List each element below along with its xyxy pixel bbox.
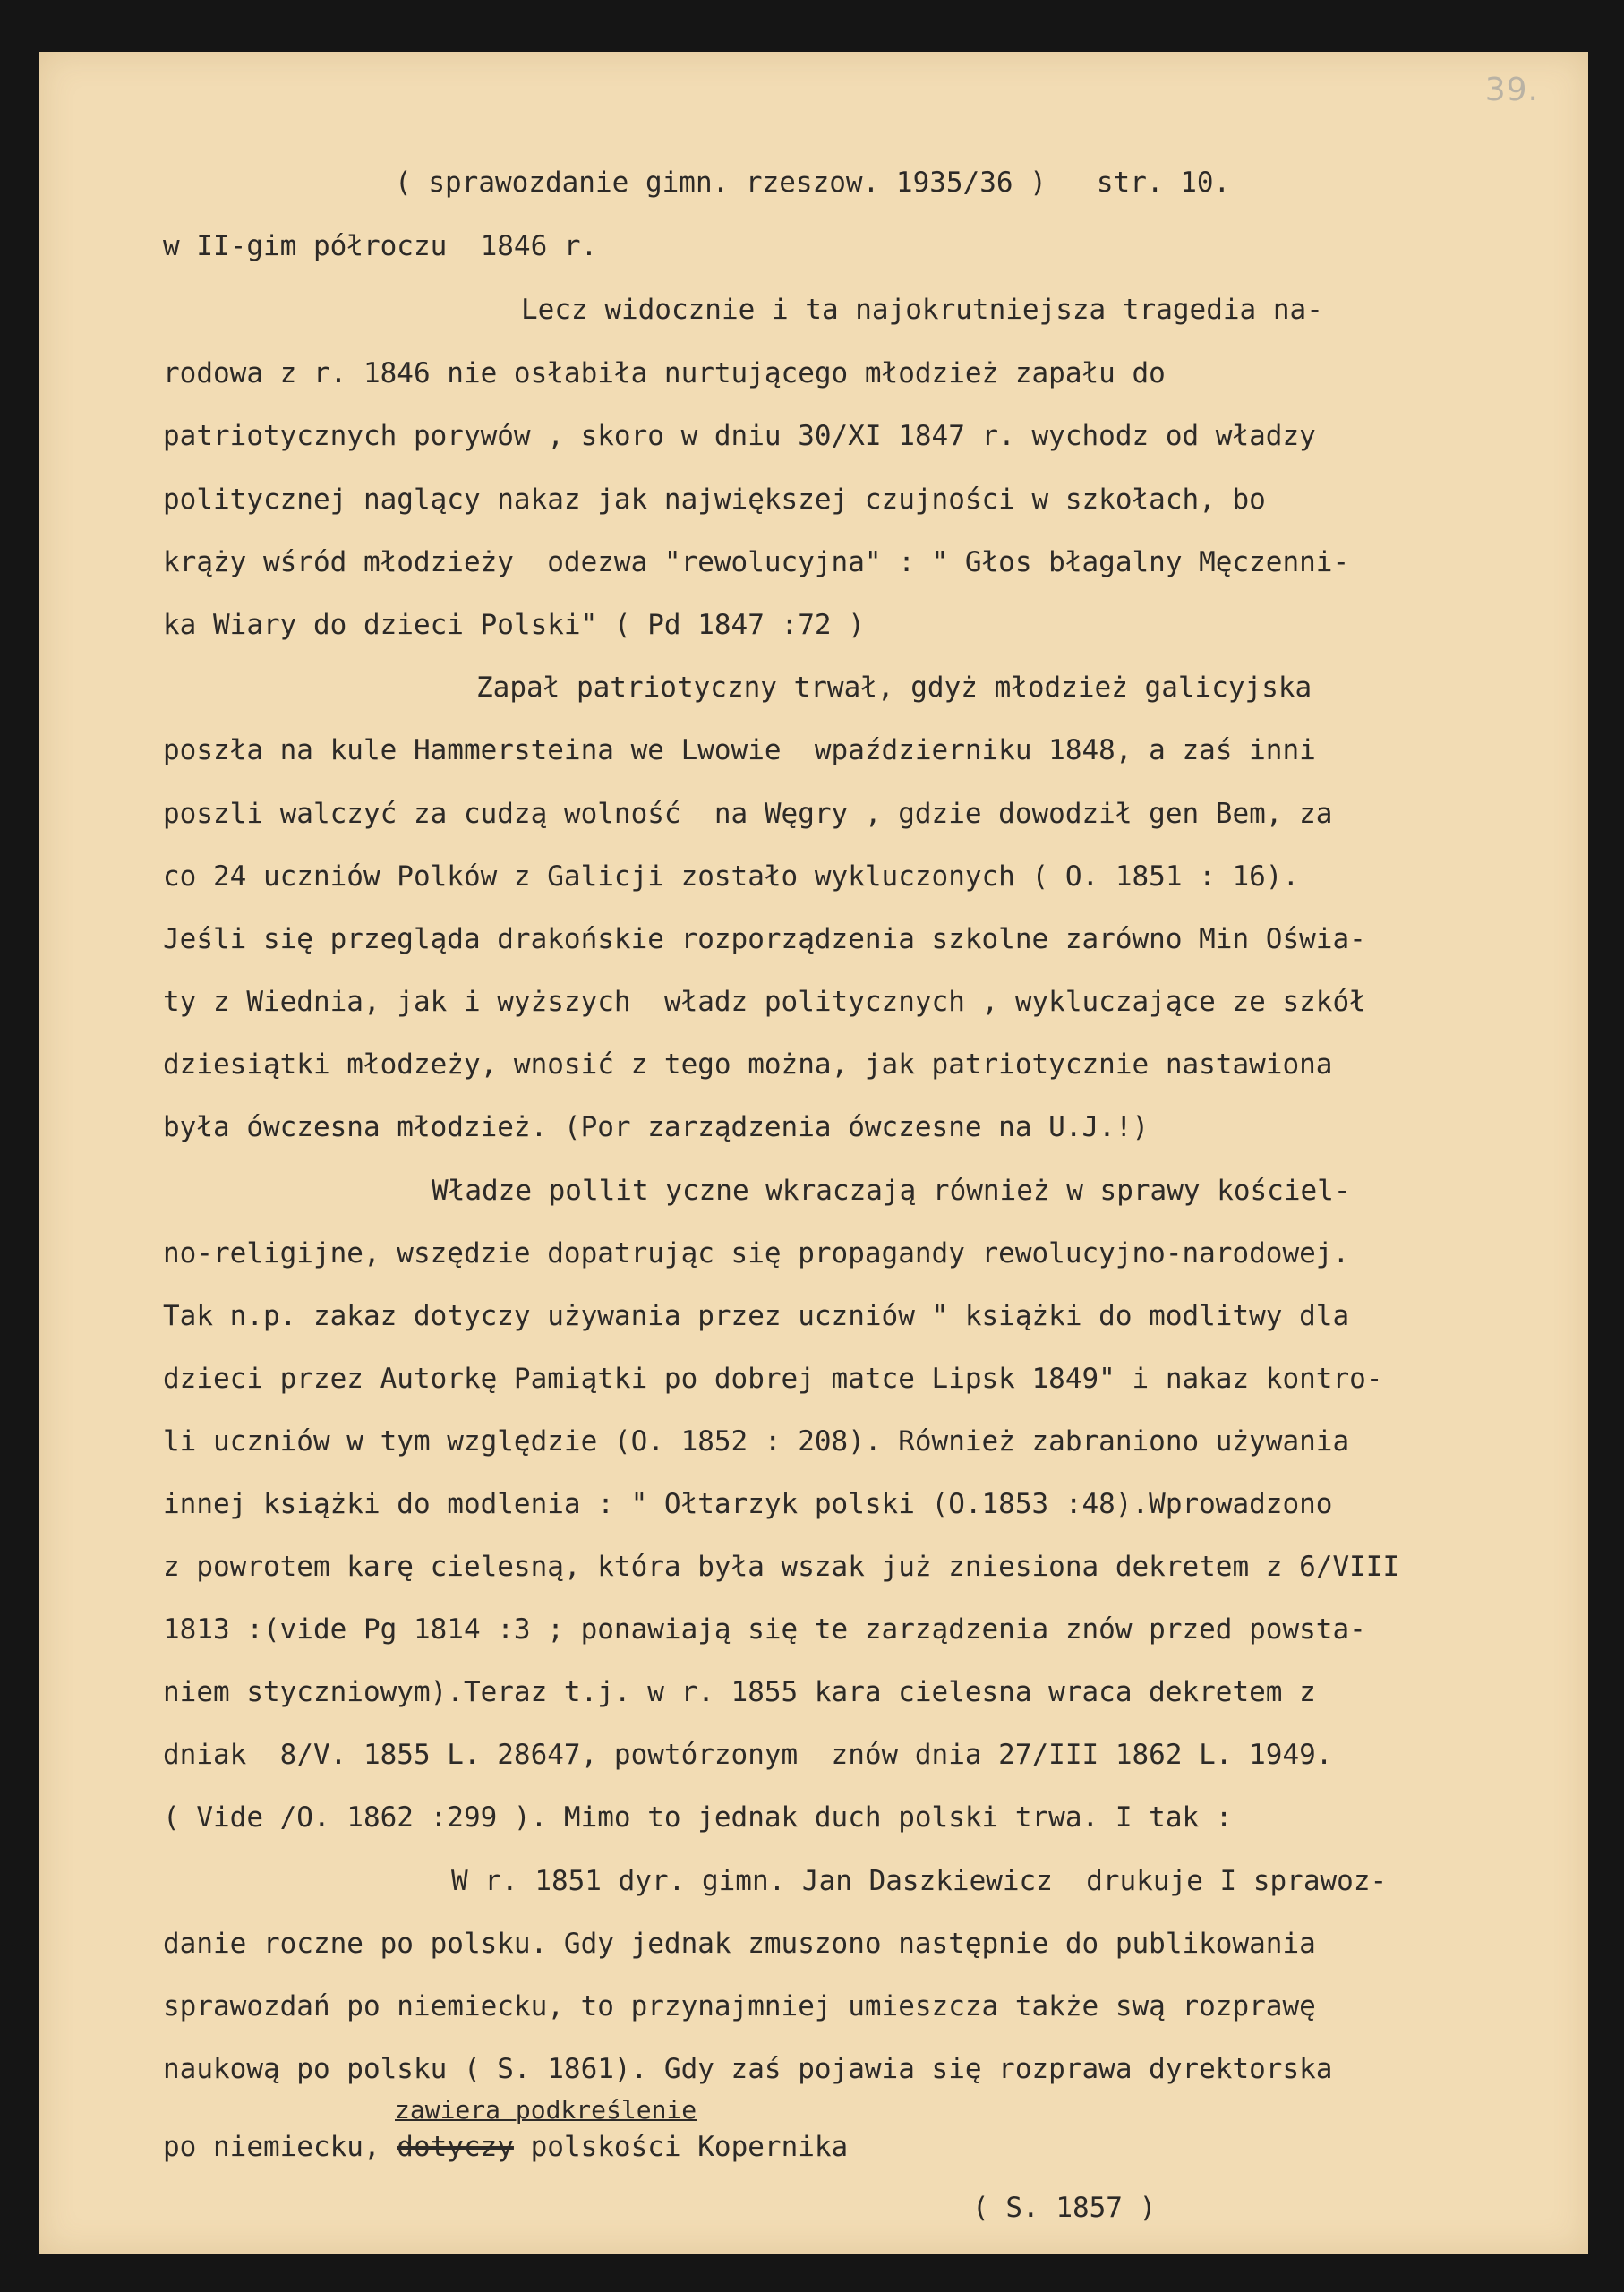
inserted-correction: zawiera podkreślenie [395, 2095, 697, 2125]
text-line: naukową po polsku ( S. 1861). Gdy zaś pojawia się rozprawa dyrektorska [163, 2053, 1333, 2085]
document-page [39, 52, 1588, 2254]
text-line: politycznej naglący nakaz jak największej czujności w szkołach, bo [163, 483, 1266, 516]
text-line: 1813 :(vide Pg 1814 :3 ; ponawiają się te zarządzenia znów przed powsta- [163, 1613, 1366, 1646]
text-line: Jeśli się przegląda drakońskie rozporządzenia szkolne zarówno Min Oświa- [163, 923, 1366, 955]
text-line: ( Vide /O. 1862 :299 ). Mimo to jednak duch polski trwa. I tak : [163, 1801, 1233, 1834]
text-line: ka Wiary do dzieci Polski" ( Pd 1847 :72 ) [163, 609, 865, 641]
text-line: Tak n.p. zakaz dotyczy używania przez uczniów " książki do modlitwy dla [163, 1300, 1350, 1332]
footnote-reference: ( S. 1857 ) [972, 2192, 1157, 2224]
text-line: była ówczesna młodzież. (Por zarządzenia ówczesne na U.J.!) [163, 1111, 1150, 1143]
text-line: co 24 uczniów Polków z Galicji zostało wykluczonych ( O. 1851 : 16). [163, 860, 1300, 893]
text-line: z powrotem karę cielesną, która była wszak już zniesiona dekretem z 6/VIII [163, 1551, 1400, 1583]
last-text-line [163, 2131, 848, 2163]
text-line: Władze pollit yczne wkraczają również w sprawy kościel- [432, 1175, 1351, 1207]
last-line-end: polskości Kopernika [513, 2131, 849, 2163]
text-line: danie roczne po polsku. Gdy jednak zmuszono następnie do publikowania [163, 1928, 1316, 1960]
text-line: W r. 1851 dyr. gimn. Jan Daszkiewicz drukuje I sprawoz- [451, 1865, 1388, 1897]
text-line: dziesiątki młodzeży, wnosić z tego można, jak patriotycznie nastawiona [163, 1048, 1333, 1081]
text-line: no-religijne, wszędzie dopatrując się propagandy rewolucyjno-narodowej. [163, 1237, 1350, 1270]
text-line: li uczniów w tym względzie (O. 1852 : 208). Również zabraniono używania [163, 1425, 1350, 1458]
page-header: ( sprawozdanie gimn. rzeszow. 1935/36 ) str. 10. [395, 167, 1231, 199]
text-line: patriotycznych porywów , skoro w dniu 30/XI 1847 r. wychodz od władzy [163, 420, 1316, 452]
text-line: dzieci przez Autorkę Pamiątki po dobrej matce Lipsk 1849" i nakaz kontro- [163, 1363, 1383, 1395]
text-line: Lecz widocznie i ta najokrutniejsza tragedia na- [521, 294, 1323, 326]
text-line: niem styczniowym).Teraz t.j. w r. 1855 kara cielesna wraca dekretem z [163, 1676, 1316, 1708]
text-line: poszli walczyć za cudzą wolność na Węgry , gdzie dowodził gen Bem, za [163, 798, 1333, 830]
text-line: poszła na kule Hammersteina we Lwowie wpaździerniku 1848, a zaś inni [163, 734, 1316, 766]
last-line-start: po niemiecku, [163, 2131, 397, 2163]
text-line: rodowa z r. 1846 nie osłabiła nurtującego młodzież zapału do [163, 357, 1166, 389]
text-line: krąży wśród młodzieży odezwa "rewolucyjna" : " Głos błagalny Męczenni- [163, 546, 1350, 578]
typescript-body [39, 52, 1588, 2254]
struck-word: dotyczy [397, 2131, 514, 2163]
text-line: innej książki do modlenia : " Ołtarzyk polski (O.1853 :48).Wprowadzono [163, 1488, 1333, 1520]
text-line: sprawozdań po niemiecku, to przynajmniej umieszcza także swą rozprawę [163, 1990, 1316, 2023]
text-line: w II-gim półroczu 1846 r. [163, 230, 598, 262]
text-line: Zapał patriotyczny trwał, gdyż młodzież galicyjska [476, 671, 1312, 704]
folio-number: 39. [1484, 72, 1539, 108]
text-line: dniak 8/V. 1855 L. 28647, powtórzonym znów dnia 27/III 1862 L. 1949. [163, 1739, 1333, 1771]
text-line: ty z Wiednia, jak i wyższych władz politycznych , wykluczające ze szkół [163, 986, 1366, 1018]
